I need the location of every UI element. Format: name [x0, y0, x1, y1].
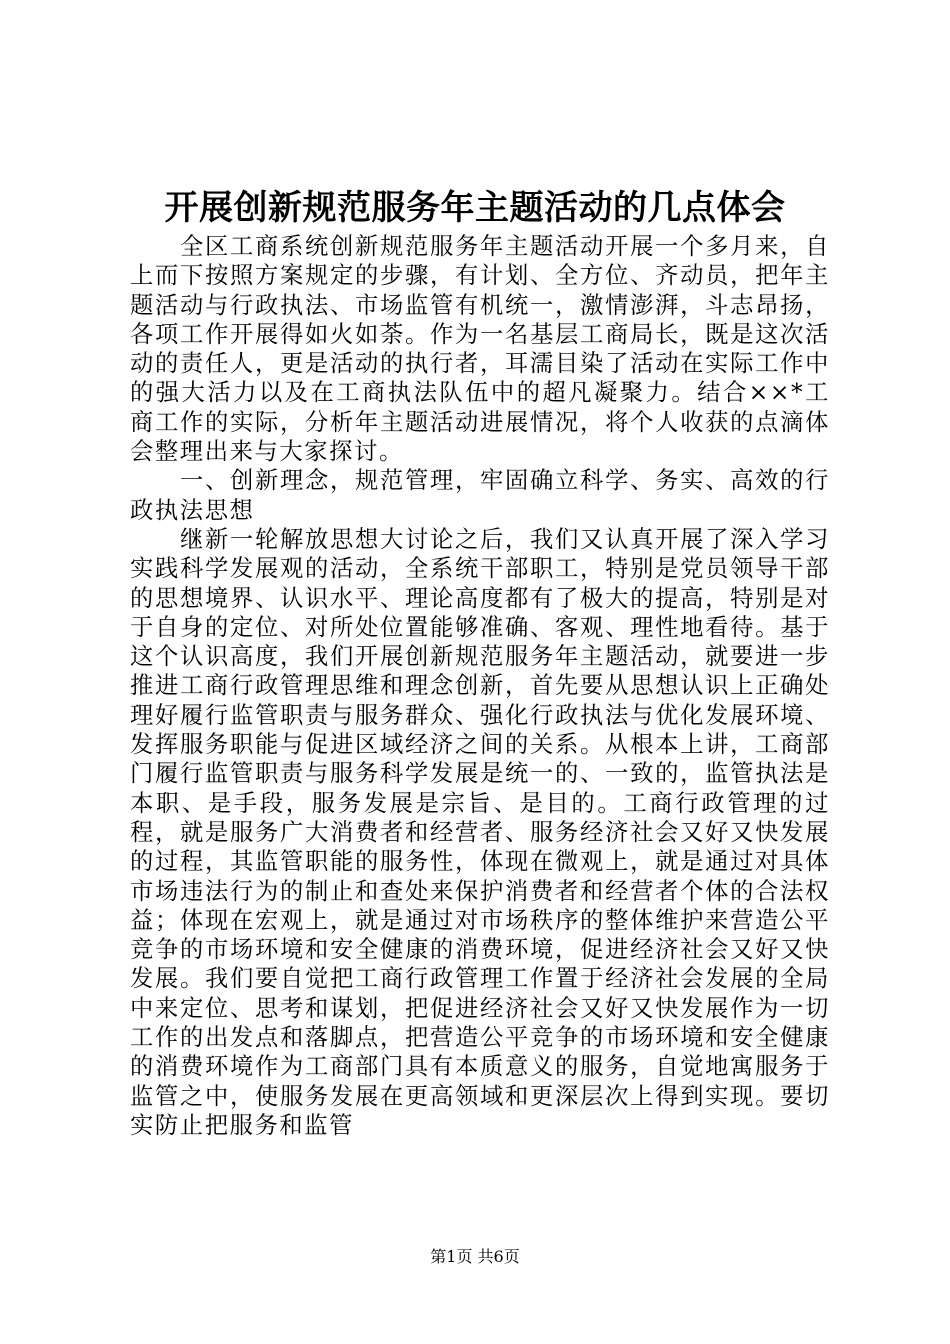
paragraph-intro: 全区工商系统创新规范服务年主题活动开展一个多月来，自上而下按照方案规定的步骤，有计划、全方位、齐动员，把年主题活动与行政执法、市场监管有机统一，激情澎湃，斗志昂扬，各项工作开展得如火如荼。作为一名基层工商局长，既是这次活动的责任人，更是活动的执行者，耳濡目染了活动在实际工作中的强大活力以及在工商执法队伍中的超凡凝聚力。结合××*工商工作的实际，分析年主题活动进展情况，将个人收获的点滴体会整理出来与大家探讨。 — [130, 233, 830, 466]
page-number-footer: 第1页 共6页 — [430, 1247, 520, 1266]
document-body — [130, 232, 830, 1140]
document-title: 开展创新规范服务年主题活动的几点体会 — [164, 188, 786, 228]
paragraph-section-1: 继新一轮解放思想大讨论之后，我们又认真开展了深入学习实践科学发展观的活动，全系统干部职工，特别是党员领导干部的思想境界、认识水平、理论高度都有了极大的提高，特别是对于自身的定位、对所处位置能够准确、客观、理性地看待。基于这个认识高度，我们开展创新规范服务年主题活动，就要进一步推进工商行政管理思维和理念创新，首先要从思想认识上正确处理好履行监管职责与服务群众、强化行政执法与优化发展环境、发挥服务职能与促进区域经济之间的关系。从根本上讲，工商部门履行监管职责与服务科学发展是统一的、一致的，监管执法是本职、是手段，服务发展是宗旨、是目的。工商行政管理的过程，就是服务广大消费者和经营者、服务经济社会又好又快发展的过程，其监管职能的服务性，体现在微观上，就是通过对具体市场违法行为的制止和查处来保护消费者和经营者个体的合法权益；体现在宏观上，就是通过对市场秩序的整体维护来营造公平竞争的市场环境和安全健康的消费环境，促进经济社会又好又快发展。我们要自觉把工商行政管理工作置于经济社会发展的全局中来定位、思考和谋划，把促进经济社会又好又快发展作为一切工作的出发点和落脚点，把营造公平竞争的市场环境和安全健康的消费环境作为工商部门具有本质意义的服务，自觉地寓服务于监管之中，使服务发展在更高领域和更深层次上得到实现。要切实防止把服务和监管 — [130, 525, 830, 1139]
section-heading-1: 一、创新理念，规范管理，牢固确立科学、务实、高效的行政执法思想 — [130, 467, 830, 524]
